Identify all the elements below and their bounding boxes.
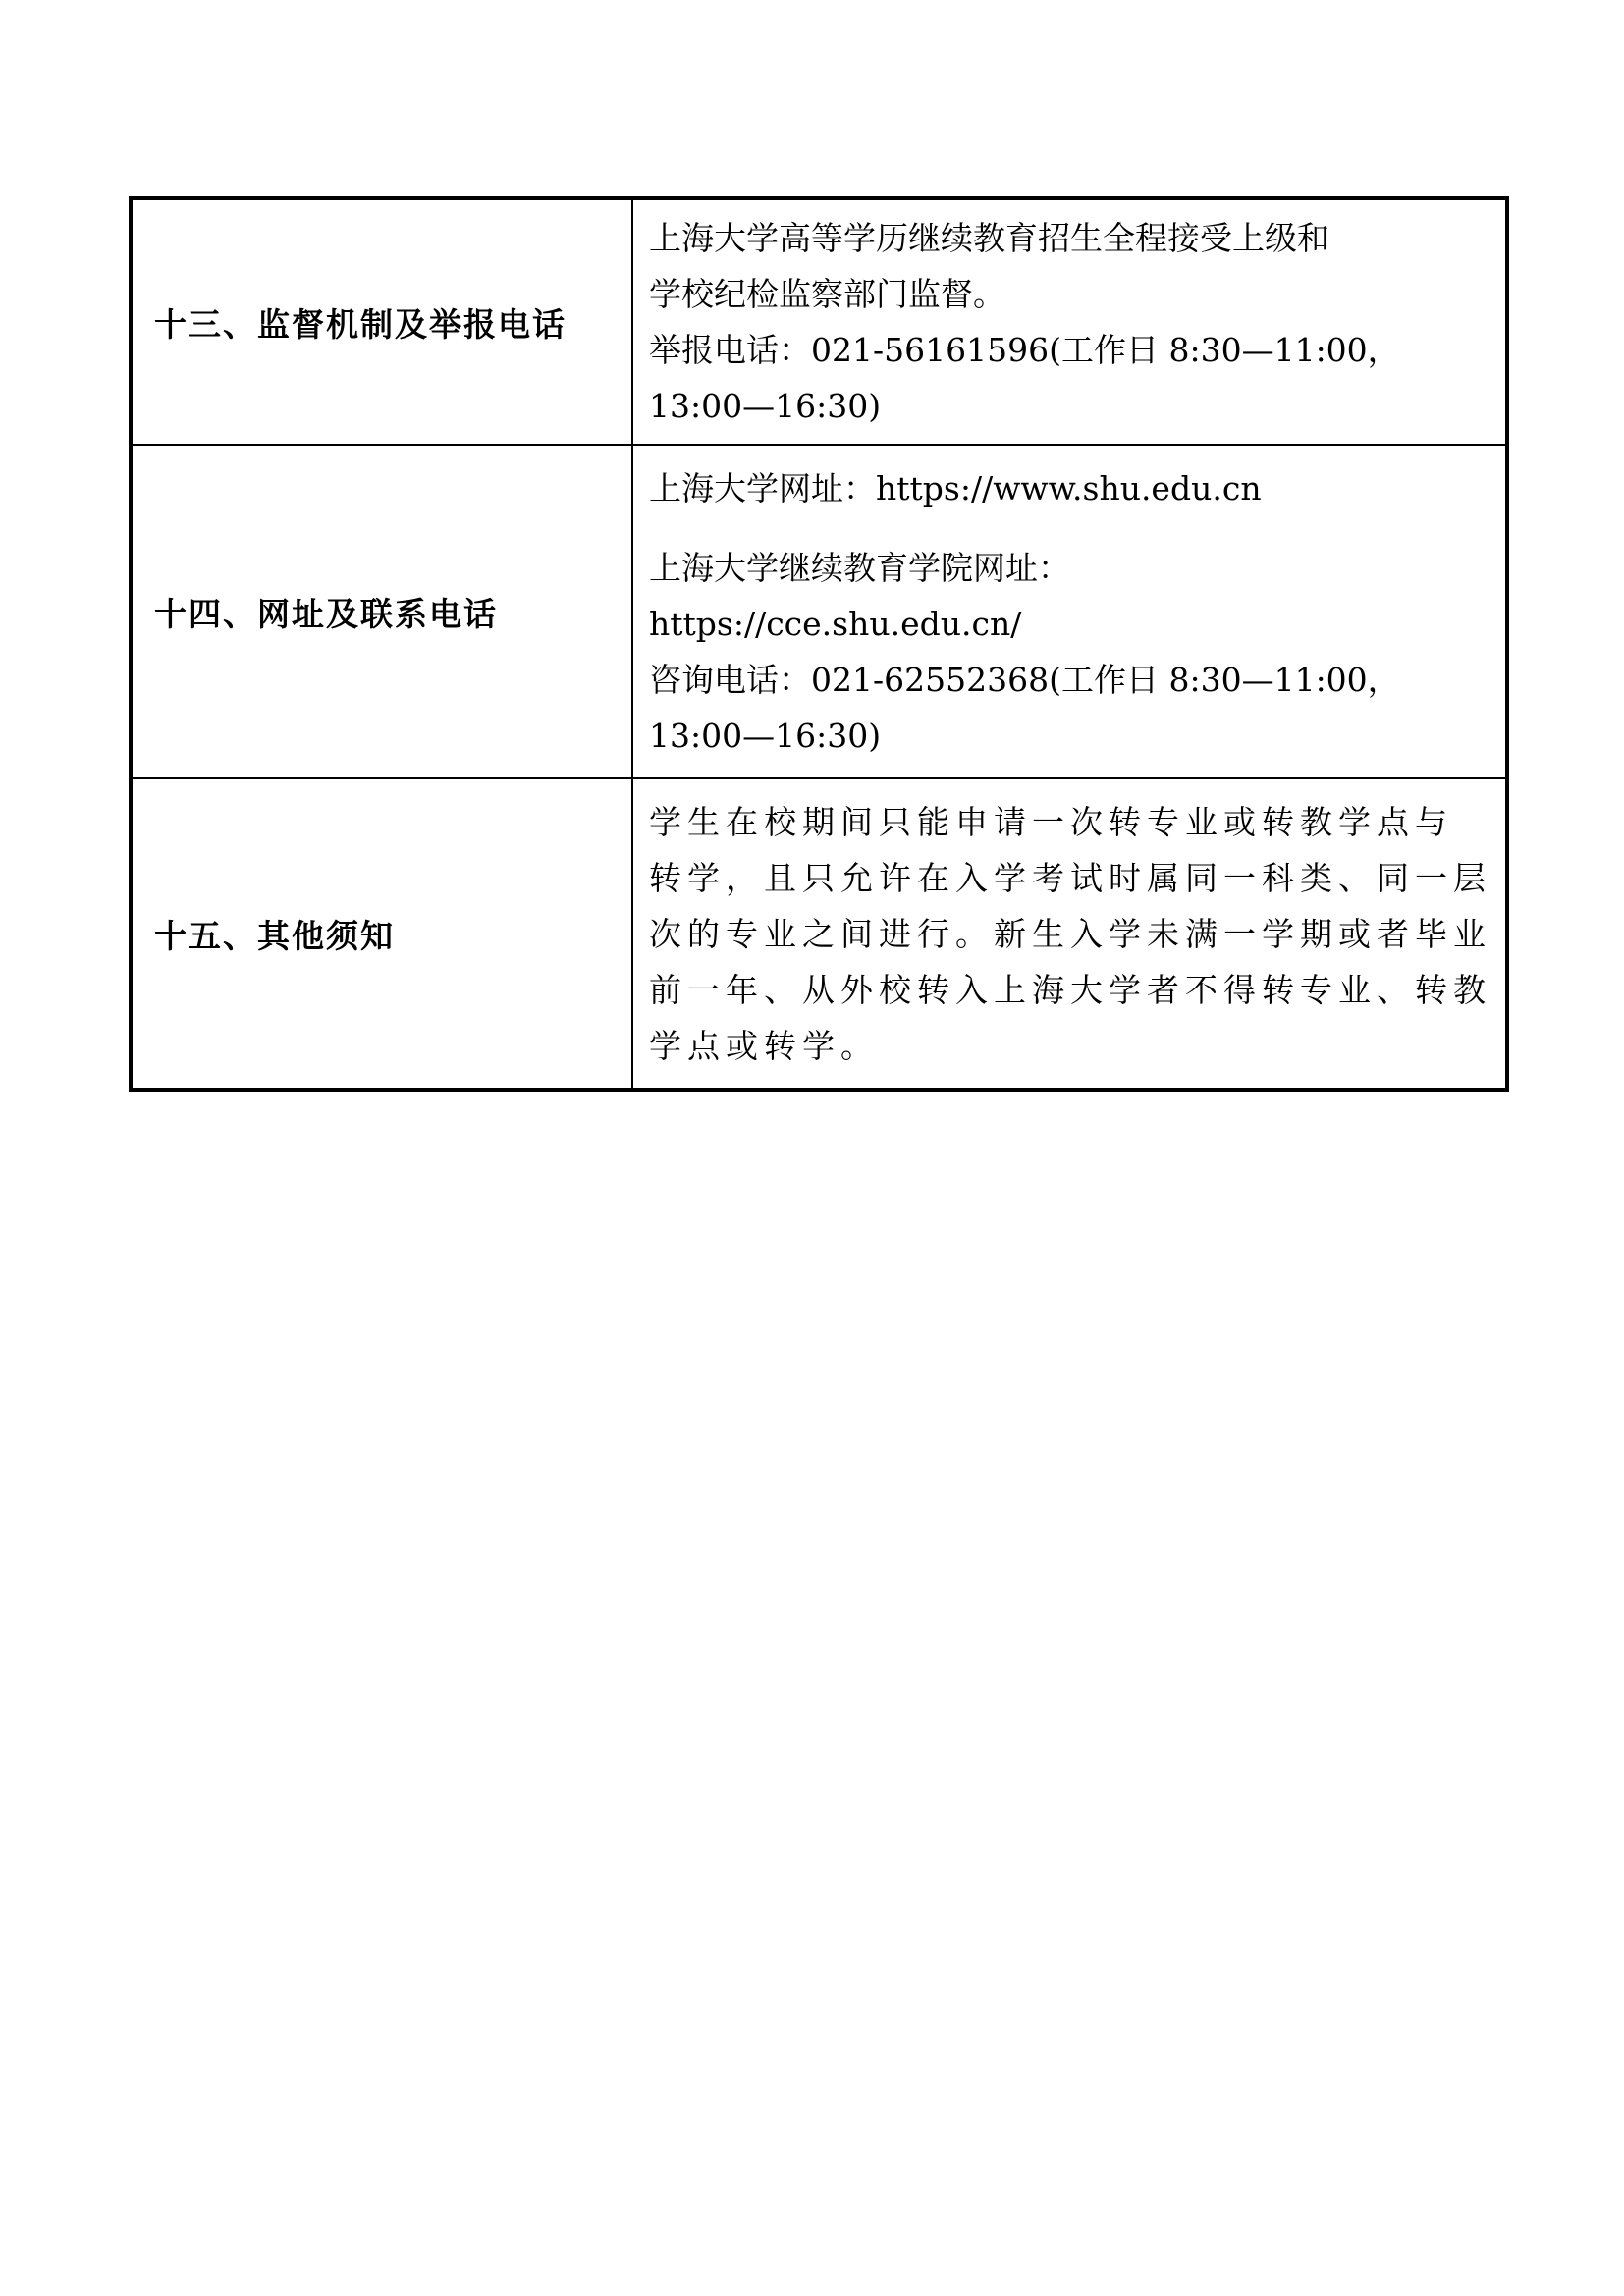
report-hours-line: 13:00—16:30) xyxy=(649,387,882,425)
section-label-other-notes: 十五、其他须知 xyxy=(154,916,395,955)
content-line: 次的专业之间进行。新生入学未满一学期或者毕业 xyxy=(649,914,1491,953)
content-line: 学点或转学。 xyxy=(649,1026,879,1065)
content-line: 学生在校期间只能申请一次转专业或转教学点与 xyxy=(649,802,1453,841)
report-phone-line: 举报电话：021-56161596(工作日 8:30—11:00， xyxy=(649,331,1400,369)
section-label-supervision: 十三、监督机制及举报电话 xyxy=(154,304,567,344)
content-line: 学校纪检监察部门监督。 xyxy=(649,275,1005,313)
table-row xyxy=(131,198,1507,445)
row-content-cell xyxy=(632,778,1507,1090)
row-content-cell xyxy=(632,198,1507,445)
row-label-cell xyxy=(131,778,632,1090)
info-table xyxy=(129,196,1509,1092)
content-line: 上海大学高等学历继续教育招生全程接受上级和 xyxy=(649,219,1329,257)
table-row xyxy=(131,778,1507,1090)
row-content-cell xyxy=(632,445,1507,778)
section-label-contact: 十四、网址及联系电话 xyxy=(154,594,498,633)
university-website-line: 上海大学网址：https://www.shu.edu.cn xyxy=(649,468,1262,507)
content-line: 转学，且只允许在入学考试时属同一科类、同一层 xyxy=(649,858,1491,897)
college-website-url: https://cce.shu.edu.cn/ xyxy=(649,604,1022,643)
consult-phone-line: 咨询电话：021-62552368(工作日 8:30—11:00， xyxy=(649,660,1400,699)
row-label-cell xyxy=(131,445,632,778)
row-label-cell xyxy=(131,198,632,445)
content-line: 前一年、从外校转入上海大学者不得转专业、转教 xyxy=(649,970,1491,1009)
college-website-label: 上海大学继续教育学院网址： xyxy=(649,548,1070,587)
table-row xyxy=(131,445,1507,778)
consult-hours-line: 13:00—16:30) xyxy=(649,716,882,755)
